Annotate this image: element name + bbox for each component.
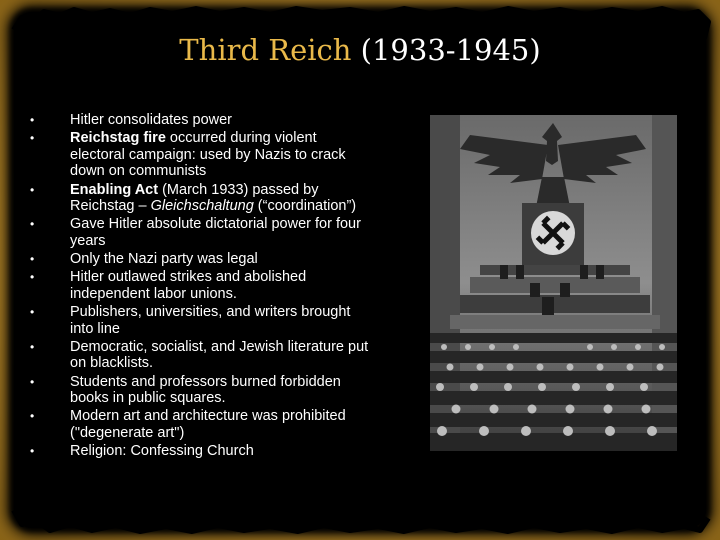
bullet-text: Hitler outlawed strikes and abolished independent labor unions. bbox=[70, 269, 307, 302]
bullet-text: occurred during violent electoral campaign: used by Nazis to crack down on communists bbox=[70, 130, 346, 180]
bullet-item bbox=[30, 374, 375, 407]
bullet-text: Hitler consolidates power bbox=[70, 112, 232, 128]
bullet-dot-icon: • bbox=[30, 113, 35, 127]
bullet-item bbox=[30, 251, 375, 268]
bullet-item bbox=[30, 182, 375, 215]
bullet-text: Gave Hitler absolute dictatorial power for four years bbox=[70, 216, 361, 249]
title-years: (1933-1945) bbox=[360, 33, 541, 67]
bullet-dot-icon: • bbox=[30, 252, 35, 267]
bullet-item bbox=[30, 269, 375, 302]
bullet-item bbox=[30, 408, 375, 441]
bullet-item bbox=[30, 304, 375, 337]
bullet-item bbox=[30, 216, 375, 249]
bullet-dot-icon: • bbox=[30, 217, 35, 232]
bullet-item bbox=[30, 130, 375, 180]
reichstag-photo bbox=[430, 115, 677, 451]
bullet-item bbox=[30, 112, 375, 129]
slide-title bbox=[0, 30, 720, 70]
bullet-dot-icon: • bbox=[30, 374, 35, 389]
bullet-text: Democratic, socialist, and Jewish literature put on blacklists. bbox=[70, 338, 369, 372]
bullet-text: Religion: Confessing Church bbox=[70, 443, 254, 460]
bullet-list bbox=[30, 112, 375, 461]
bullet-text: Modern art and architecture was prohibited ("degenerate art") bbox=[70, 408, 346, 442]
bullet-bold-term: Reichstag fire bbox=[70, 130, 166, 147]
bullet-text: Students and professors burned forbidden books in public squares. bbox=[70, 373, 341, 407]
bullet-dot-icon: • bbox=[30, 131, 35, 146]
bullet-dot-icon: • bbox=[30, 444, 35, 459]
bullet-dot-icon: • bbox=[30, 409, 35, 424]
bullet-text: (March 1933) passed by Reichstag – bbox=[70, 181, 319, 215]
bullet-text: (“coordination”) bbox=[253, 198, 357, 215]
bullet-dot-icon: • bbox=[30, 270, 35, 285]
bullet-dot-icon: • bbox=[30, 182, 35, 197]
bullet-dot-icon: • bbox=[30, 339, 35, 354]
bullet-italic-term: Gleichschaltung bbox=[150, 198, 254, 215]
reichstag-photo-image bbox=[430, 115, 677, 451]
bullet-item bbox=[30, 443, 375, 460]
bullet-bold-term: Enabling Act bbox=[70, 181, 159, 198]
bullet-text: Publishers, universities, and writers brought into line bbox=[70, 304, 351, 337]
bullet-item bbox=[30, 339, 375, 372]
bullet-dot-icon: • bbox=[30, 305, 35, 320]
bullet-text: Only the Nazi party was legal bbox=[70, 251, 258, 268]
title-main: Third Reich bbox=[179, 33, 352, 67]
